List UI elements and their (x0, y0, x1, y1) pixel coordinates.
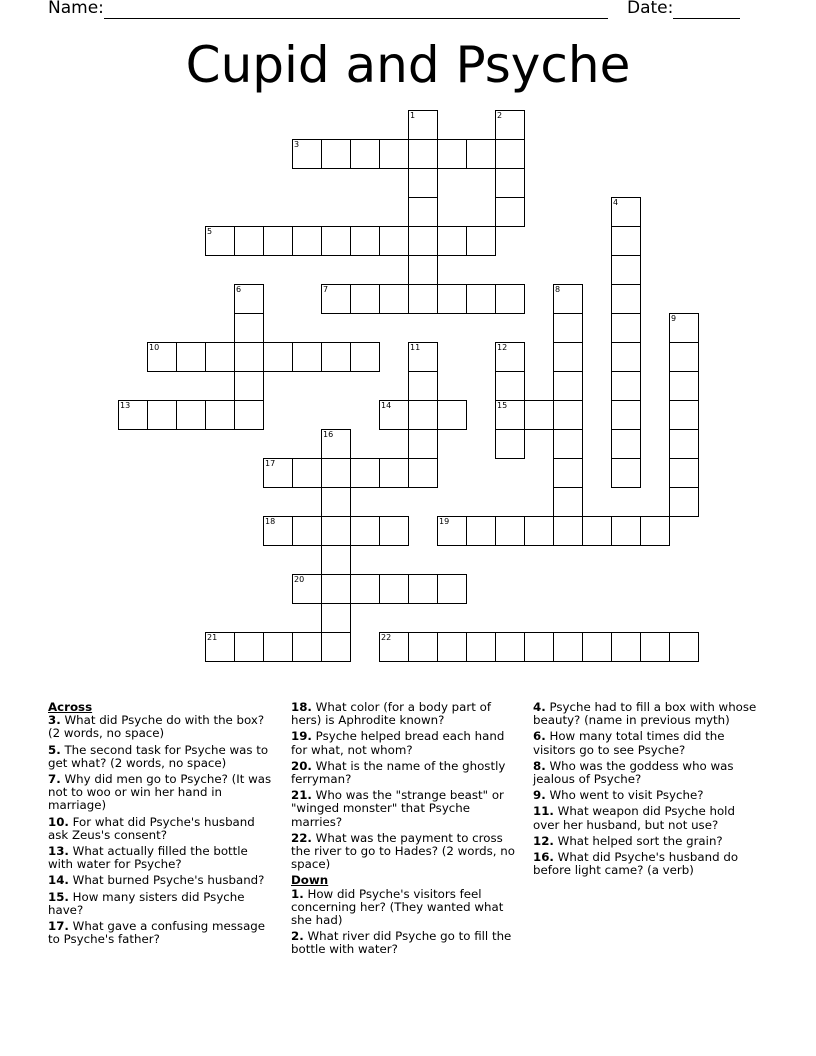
grid-cell[interactable] (408, 632, 438, 662)
grid-cell[interactable] (495, 429, 525, 459)
grid-cell[interactable] (640, 632, 670, 662)
clue-number: 8. (533, 758, 546, 773)
clue-text: What is the name of the ghostly ferryman? (291, 758, 506, 787)
clue-item (48, 816, 276, 842)
clue-text: How did Psyche's visitors feel concerning her? (They wanted what she had) (291, 886, 504, 928)
grid-cell[interactable] (321, 458, 351, 488)
clue-number: 15. (48, 889, 69, 904)
clue-item (48, 845, 276, 871)
grid-cell[interactable] (234, 313, 264, 343)
grid-cell[interactable] (292, 574, 322, 604)
grid-cell[interactable] (408, 400, 438, 430)
grid-cell[interactable] (466, 284, 496, 314)
cell-number: 13 (120, 401, 131, 410)
grid-cell[interactable] (669, 429, 699, 459)
clue-text: Who was the "strange beast" or "winged monster" that Psyche marries? (291, 788, 504, 829)
clue-item (291, 888, 519, 928)
clue-number: 21. (291, 788, 312, 803)
clue-text: For what did Psyche's husband ask Zeus's consent? (48, 814, 255, 842)
grid-cell[interactable] (263, 516, 293, 546)
clue-item (533, 760, 761, 786)
cell-number: 7 (323, 285, 329, 294)
clue-number: 1. (291, 886, 304, 901)
clue-text: Who was the goddess who was jealous of Psyche? (533, 758, 734, 787)
grid-cell[interactable] (321, 284, 351, 314)
clue-text: What gave a confusing message to Psyche's father? (48, 919, 266, 947)
clue-number: 22. (291, 830, 312, 845)
cell-number: 12 (497, 343, 508, 352)
clue-item (291, 789, 519, 829)
grid-cell[interactable] (611, 516, 641, 546)
grid-cell[interactable] (611, 632, 641, 662)
cell-number: 17 (265, 459, 276, 468)
clues-section (0, 701, 816, 1001)
grid-cell[interactable] (321, 574, 351, 604)
grid-cell[interactable] (437, 284, 467, 314)
grid-cell[interactable] (553, 371, 583, 401)
grid-cell[interactable] (292, 516, 322, 546)
grid-cell[interactable] (350, 139, 380, 169)
clue-text: What did Psyche do with the box? (2 words, no space) (48, 713, 265, 741)
grid-cell[interactable] (669, 458, 699, 488)
grid-cell[interactable] (437, 632, 467, 662)
grid-cell[interactable] (553, 313, 583, 343)
grid-cell[interactable] (611, 255, 641, 285)
cell-number: 9 (671, 314, 677, 323)
clue-number: 17. (48, 919, 69, 934)
cell-number: 4 (613, 198, 619, 207)
grid-cell[interactable] (292, 139, 322, 169)
grid-cell[interactable] (408, 429, 438, 459)
name-label: Name: (48, 0, 104, 18)
grid-cell[interactable] (205, 342, 235, 372)
grid-cell[interactable] (495, 516, 525, 546)
grid-cell[interactable] (321, 139, 351, 169)
page-title: Cupid and Psyche (185, 36, 631, 94)
grid-cell[interactable] (437, 516, 467, 546)
cell-number: 3 (294, 140, 300, 149)
grid-cell[interactable] (176, 400, 206, 430)
clue-number: 11. (533, 804, 554, 819)
grid-cell[interactable] (495, 139, 525, 169)
grid-cell[interactable] (350, 458, 380, 488)
clue-number: 14. (48, 873, 69, 888)
cell-number: 11 (410, 343, 421, 352)
grid-cell[interactable] (321, 545, 351, 575)
cell-number: 1 (410, 111, 416, 120)
grid-cell[interactable] (234, 400, 264, 430)
grid-cell[interactable] (408, 139, 438, 169)
clue-item (533, 730, 761, 756)
cell-number: 21 (207, 633, 218, 642)
grid-cell[interactable] (495, 371, 525, 401)
grid-cell[interactable] (292, 226, 322, 256)
clue-text: The second task for Psyche was to get what? (2 words, no space) (48, 742, 269, 770)
grid-cell[interactable] (350, 342, 380, 372)
grid-cell[interactable] (669, 400, 699, 430)
grid-cell[interactable] (408, 168, 438, 198)
clue-number: 5. (48, 742, 61, 757)
grid-cell[interactable] (350, 226, 380, 256)
cell-number: 20 (294, 575, 305, 584)
grid-cell[interactable] (408, 458, 438, 488)
grid-cell[interactable] (263, 342, 293, 372)
grid-cell[interactable] (321, 342, 351, 372)
clue-text: How many sisters did Psyche have? (48, 889, 245, 917)
grid-cell[interactable] (321, 487, 351, 517)
grid-cell[interactable] (495, 197, 525, 227)
grid-cell[interactable] (495, 284, 525, 314)
cell-number: 22 (381, 633, 392, 642)
grid-cell[interactable] (234, 632, 264, 662)
clue-text: What weapon did Psyche hold over her husband, but not use? (533, 804, 735, 832)
clue-text: Psyche had to fill a box with whose beauty? (name in previous myth) (533, 700, 757, 728)
grid-cell[interactable] (379, 574, 409, 604)
grid-cell[interactable] (669, 487, 699, 517)
grid-cell[interactable] (263, 632, 293, 662)
clue-number: 2. (291, 929, 304, 944)
clue-item (291, 701, 519, 727)
clue-item (48, 744, 276, 770)
grid-cell[interactable] (350, 574, 380, 604)
cell-number: 14 (381, 401, 392, 410)
cell-number: 6 (236, 285, 242, 294)
clue-text: How many total times did the visitors go to see Psyche? (533, 729, 725, 757)
grid-cell[interactable] (611, 429, 641, 459)
grid-cell[interactable] (408, 226, 438, 256)
grid-cell[interactable] (379, 139, 409, 169)
grid-cell[interactable] (234, 226, 264, 256)
clue-number: 13. (48, 844, 69, 859)
grid-cell[interactable] (669, 632, 699, 662)
clue-item (48, 714, 276, 740)
grid-cell[interactable] (321, 429, 351, 459)
clue-item (533, 835, 761, 848)
grid-cell[interactable] (437, 400, 467, 430)
grid-cell[interactable] (466, 139, 496, 169)
grid-cell[interactable] (669, 342, 699, 372)
clue-number: 20. (291, 758, 312, 773)
grid-cell[interactable] (611, 342, 641, 372)
clue-item (291, 930, 519, 956)
grid-cell[interactable] (147, 342, 177, 372)
grid-cell[interactable] (379, 458, 409, 488)
clue-item (291, 832, 519, 872)
cell-number: 19 (439, 517, 450, 526)
clue-item (48, 773, 276, 813)
clues-column-3 (533, 701, 761, 880)
grid-cell[interactable] (495, 168, 525, 198)
clue-number: 12. (533, 833, 554, 848)
clue-item (48, 920, 276, 946)
clue-text: What river did Psyche go to fill the bottle with water? (291, 929, 512, 957)
clue-item (291, 760, 519, 786)
cell-number: 10 (149, 343, 160, 352)
clue-text: What burned Psyche's husband? (68, 873, 265, 888)
grid-cell[interactable] (263, 226, 293, 256)
clue-number: 7. (48, 772, 61, 787)
grid-cell[interactable] (408, 255, 438, 285)
grid-cell[interactable] (379, 400, 409, 430)
grid-cell[interactable] (408, 110, 438, 140)
clue-item (291, 730, 519, 756)
clues-heading: Down (291, 873, 329, 888)
grid-cell[interactable] (437, 226, 467, 256)
grid-cell[interactable] (669, 313, 699, 343)
grid-cell[interactable] (437, 574, 467, 604)
grid-cell[interactable] (321, 516, 351, 546)
grid-cell[interactable] (466, 516, 496, 546)
grid-cell[interactable] (234, 342, 264, 372)
grid-cell[interactable] (176, 342, 206, 372)
cell-number: 15 (497, 401, 508, 410)
grid-cell[interactable] (524, 516, 554, 546)
grid-cell[interactable] (524, 400, 554, 430)
clues-column-1 (48, 701, 276, 949)
grid-cell[interactable] (669, 371, 699, 401)
cell-number: 16 (323, 430, 334, 439)
clue-item (533, 805, 761, 831)
grid-cell[interactable] (553, 516, 583, 546)
cell-number: 8 (555, 285, 561, 294)
clue-number: 4. (533, 700, 546, 714)
grid-cell[interactable] (611, 371, 641, 401)
grid-cell[interactable] (466, 632, 496, 662)
grid-cell[interactable] (495, 110, 525, 140)
grid-cell[interactable] (553, 458, 583, 488)
grid-cell[interactable] (553, 429, 583, 459)
grid-cell[interactable] (408, 574, 438, 604)
clue-item (533, 851, 761, 877)
grid-cell[interactable] (553, 487, 583, 517)
clue-number: 3. (48, 713, 61, 728)
grid-cell[interactable] (611, 284, 641, 314)
grid-cell[interactable] (611, 197, 641, 227)
grid-cell[interactable] (379, 226, 409, 256)
clue-text: What color (for a body part of hers) is Aphrodite known? (291, 700, 491, 728)
grid-cell[interactable] (205, 400, 235, 430)
grid-cell[interactable] (379, 632, 409, 662)
grid-cell[interactable] (408, 284, 438, 314)
clues-heading: Across (48, 700, 93, 714)
grid-cell[interactable] (292, 342, 322, 372)
grid-cell[interactable] (582, 516, 612, 546)
grid-cell[interactable] (553, 342, 583, 372)
clue-text: Psyche helped bread each hand for what, not whom? (291, 729, 505, 757)
clue-item (533, 789, 761, 802)
grid-cell[interactable] (408, 371, 438, 401)
clues-column-2 (291, 701, 519, 960)
grid-cell[interactable] (495, 632, 525, 662)
grid-cell[interactable] (611, 458, 641, 488)
grid-cell[interactable] (321, 632, 351, 662)
grid-cell[interactable] (321, 226, 351, 256)
grid-cell[interactable] (205, 226, 235, 256)
grid-cell[interactable] (263, 458, 293, 488)
clue-number: 10. (48, 814, 69, 829)
grid-cell[interactable] (553, 284, 583, 314)
grid-cell[interactable] (118, 400, 148, 430)
clue-text: What actually filled the bottle with water for Psyche? (48, 844, 248, 872)
grid-cell[interactable] (205, 632, 235, 662)
grid-cell[interactable] (524, 632, 554, 662)
clue-number: 19. (291, 729, 312, 744)
clue-number: 16. (533, 850, 554, 865)
grid-cell[interactable] (321, 603, 351, 633)
grid-cell[interactable] (553, 632, 583, 662)
clue-text: What helped sort the grain? (553, 833, 723, 848)
grid-cell[interactable] (553, 400, 583, 430)
clue-text: Why did men go to Psyche? (It was not to woo or win her hand in marriage) (48, 772, 272, 813)
clue-number: 9. (533, 788, 546, 803)
clue-number: 18. (291, 700, 312, 714)
grid-cell[interactable] (292, 458, 322, 488)
clue-text: What did Psyche's husband do before light came? (a verb) (533, 850, 739, 878)
date-label: Date: (627, 0, 674, 18)
cell-number: 18 (265, 517, 276, 526)
clue-item (48, 891, 276, 917)
grid-cell[interactable] (582, 632, 612, 662)
cell-number: 2 (497, 111, 503, 120)
clue-item (48, 874, 276, 887)
grid-cell[interactable] (292, 632, 322, 662)
clue-item (533, 701, 761, 727)
grid-cell[interactable] (379, 516, 409, 546)
grid-cell[interactable] (408, 342, 438, 372)
grid-cell[interactable] (495, 400, 525, 430)
grid-cell[interactable] (466, 226, 496, 256)
grid-cell[interactable] (640, 516, 670, 546)
grid-cell[interactable] (234, 371, 264, 401)
clue-text: Who went to visit Psyche? (545, 788, 704, 803)
grid-cell[interactable] (495, 342, 525, 372)
grid-cell[interactable] (147, 400, 177, 430)
grid-cell[interactable] (611, 313, 641, 343)
grid-cell[interactable] (408, 197, 438, 227)
grid-cell[interactable] (611, 226, 641, 256)
grid-cell[interactable] (350, 284, 380, 314)
grid-cell[interactable] (437, 139, 467, 169)
grid-cell[interactable] (350, 516, 380, 546)
cell-number: 5 (207, 227, 213, 236)
grid-cell[interactable] (611, 400, 641, 430)
grid-cell[interactable] (379, 284, 409, 314)
clue-text: What was the payment to cross the river to go to Hades? (2 words, no space) (291, 830, 515, 872)
clue-number: 6. (533, 729, 546, 744)
grid-cell[interactable] (234, 284, 264, 314)
